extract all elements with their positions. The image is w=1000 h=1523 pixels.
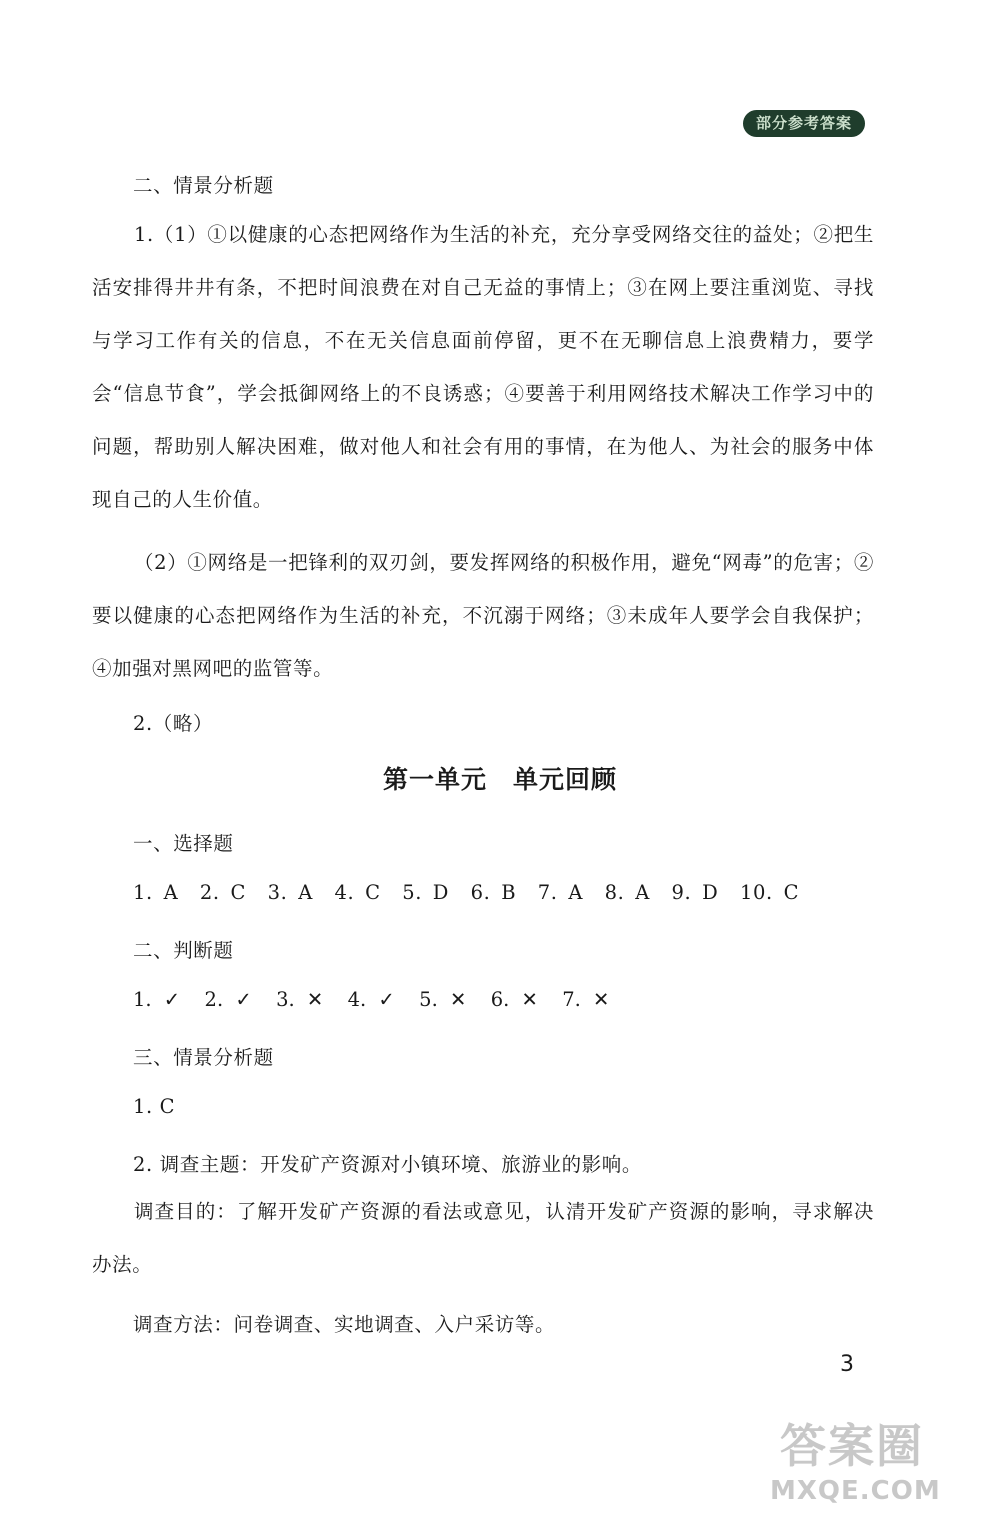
judge-section-title: 二、判断题	[133, 939, 234, 962]
survey-purpose: 调查目的：了解开发矿产资源的看法或意见，认清开发矿产资源的影响，寻求解决办法。	[92, 1200, 874, 1276]
scenario-answer-2: 2. 调查主题：开发矿产资源对小镇环境、旅游业的影响。	[133, 1153, 643, 1176]
watermark-logo	[770, 1410, 990, 1510]
answer-paragraph-q1-part1: 1.（1）①以健康的心态把网络作为生活的补充，充分享受网络交往的益处；②把生活安排得井井有条，不把时间浪费在对自己无益的事情上；③在网上要注重浏览、寻找与学习工作有关的信息，不在无关信息面前停留，更不在无聊信息上浪费精力，要学会“信息节食”，学会抵御网络上的不良诱惑；④要善于利用网络技术解决工作学习中的问题，帮助别人解决困难，做对他人和社会有用的事情，在为他人、为社会的服务中体现自己的人生价值。	[92, 223, 874, 511]
survey-method: 调查方法：问卷调查、实地调查、入户采访等。	[133, 1313, 556, 1336]
answer-paragraph-q1-part2: （2）①网络是一把锋利的双刃剑，要发挥网络的积极作用，避免“网毒”的危害；②要以健康的心态把网络作为生活的补充，不沉溺于网络；③未成年人要学会自我保护；④加强对黑网吧的监管等。	[92, 551, 874, 680]
choice-answers: 1. A 2. C 3. A 4. C 5. D 6. B 7. A 8. A 9. D 10. C	[133, 881, 800, 904]
scenario-section-title: 三、情景分析题	[133, 1046, 274, 1069]
section-title-scenario: 二、情景分析题	[133, 174, 274, 197]
choice-section-title: 一、选择题	[133, 832, 234, 855]
judge-answers: 1. ✓ 2. ✓ 3. ✕ 4. ✓ 5. ✕ 6. ✕ 7. ✕	[133, 988, 610, 1011]
watermark-main-text: 答案圈	[780, 1419, 924, 1473]
watermark-sub-text: MXQE.COM	[770, 1476, 941, 1506]
unit-review-heading: 第一单元 单元回顾	[382, 765, 617, 794]
scenario-answer-1: 1. C	[133, 1095, 176, 1118]
page-number: 3	[840, 1352, 854, 1377]
answer-q2: 2.（略）	[133, 712, 214, 735]
section-badge: 部分参考答案	[743, 110, 865, 137]
